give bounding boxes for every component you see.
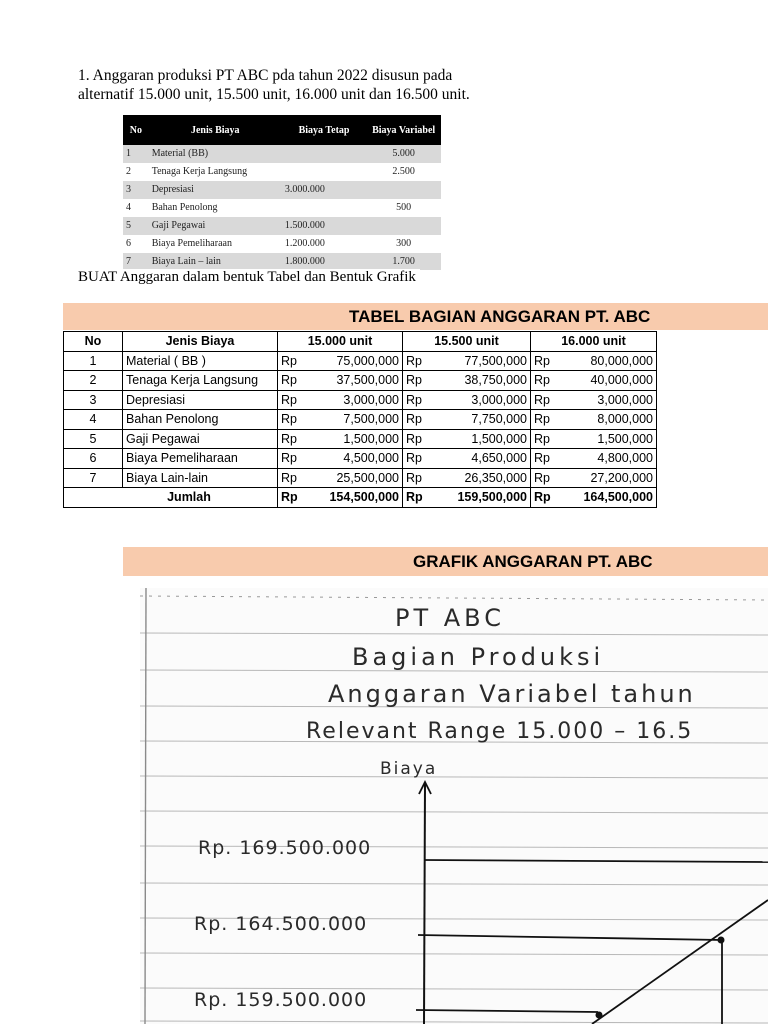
row-value: 80,000,000: [557, 351, 657, 371]
hw-department: Bagian Produksi: [352, 643, 605, 671]
header-15500: 15.500 unit: [403, 332, 531, 352]
problem-line-1: 1. Anggaran produksi PT ABC pda tahun 2022 disusun pada: [78, 67, 453, 84]
row-value: 4,650,000: [429, 449, 531, 469]
currency: Rp: [278, 488, 305, 508]
row-cost-type: Biaya Pemeliharaan: [123, 449, 278, 469]
src-cell: 1: [123, 145, 149, 163]
header-16000: 16.000 unit: [531, 332, 657, 352]
row-value: 37,500,000: [304, 371, 403, 391]
currency: Rp: [531, 410, 558, 430]
header-15000: 15.000 unit: [278, 332, 403, 352]
graph-paper-svg: [140, 588, 768, 1024]
hw-point: [596, 1012, 603, 1019]
problem-line-2: alternatif 15.000 unit, 15.500 unit, 16.000 unit dan 16.500 unit.: [78, 86, 470, 103]
source-cost-table: [123, 115, 441, 270]
src-cell: 300: [396, 238, 412, 249]
row-value: 26,350,000: [429, 468, 531, 488]
currency: Rp: [403, 429, 430, 449]
row-cost-type: Material ( BB ): [123, 351, 278, 371]
total-16000: 164,500,000: [557, 488, 657, 508]
hw-company: PT ABC: [395, 604, 505, 632]
src-cell: Biaya Lain – lain: [149, 253, 282, 270]
row-cost-type: Gaji Pegawai: [123, 429, 278, 449]
hw-y-label-1: Rp. 169.500.000: [198, 837, 372, 859]
row-no: 5: [64, 429, 123, 449]
src-cell: 1.200.000: [284, 238, 325, 249]
row-cost-type: Bahan Penolong: [123, 410, 278, 430]
src-cell: 4: [126, 202, 131, 213]
table-row: [64, 468, 657, 488]
src-row: [123, 199, 441, 217]
row-no: 2: [64, 371, 123, 391]
row-value: 7,750,000: [429, 410, 531, 430]
hw-axis-label: Biaya: [380, 759, 438, 779]
src-cell: [366, 181, 441, 199]
hw-y-axis: [424, 783, 425, 1024]
currency: Rp: [403, 468, 430, 488]
currency: Rp: [403, 351, 430, 371]
src-row: [123, 235, 441, 253]
src-row: [123, 253, 441, 270]
src-cell: [282, 145, 366, 163]
currency: Rp: [403, 371, 430, 391]
hw-cost-line: [592, 900, 768, 1024]
src-row: [123, 145, 441, 163]
src-cell: [282, 163, 366, 181]
currency: Rp: [531, 429, 558, 449]
currency: Rp: [531, 449, 558, 469]
currency: Rp: [278, 371, 305, 391]
src-cell: 3: [123, 181, 149, 199]
budget-header-row: [64, 332, 657, 352]
hw-y-label-2: Rp. 164.500.000: [194, 913, 368, 935]
src-cell: Biaya Pemeliharaan: [151, 238, 232, 249]
row-value: 75,000,000: [304, 351, 403, 371]
currency: Rp: [278, 390, 305, 410]
row-cost-type: Biaya Lain-lain: [123, 468, 278, 488]
src-row: [123, 217, 441, 235]
src-cell: 1.700: [366, 253, 441, 270]
currency: Rp: [278, 410, 305, 430]
row-value: 4,800,000: [557, 449, 657, 469]
currency: Rp: [278, 449, 305, 469]
header-no: No: [64, 332, 123, 352]
table-row: [64, 449, 657, 469]
currency: Rp: [278, 468, 305, 488]
currency: Rp: [403, 410, 430, 430]
row-cost-type: Depresiasi: [123, 390, 278, 410]
total-15500: 159,500,000: [429, 488, 531, 508]
row-value: 1,500,000: [429, 429, 531, 449]
table-row: [64, 410, 657, 430]
src-cell: Material (BB): [149, 145, 282, 163]
hw-level-line-2: [418, 935, 722, 940]
total-label: Jumlah: [64, 488, 278, 508]
row-value: 25,500,000: [304, 468, 403, 488]
row-no: 7: [64, 468, 123, 488]
budget-table: [63, 331, 657, 508]
row-value: 7,500,000: [304, 410, 403, 430]
src-cell: Gaji Pegawai: [149, 217, 282, 235]
row-value: 27,200,000: [557, 468, 657, 488]
currency: Rp: [278, 429, 305, 449]
row-value: 8,000,000: [557, 410, 657, 430]
src-cell: 500: [396, 202, 412, 213]
source-cost-table-wrapper: [123, 115, 441, 270]
currency: Rp: [403, 488, 430, 508]
row-no: 6: [64, 449, 123, 469]
hw-point: [718, 937, 725, 944]
hw-relevant-range: Relevant Range 15.000 – 16.5: [306, 719, 694, 744]
row-no: 1: [64, 351, 123, 371]
currency: Rp: [403, 390, 430, 410]
src-cell: 5: [123, 217, 149, 235]
graph-title: GRAFIK ANGGARAN PT. ABC: [413, 552, 653, 571]
table-row: [64, 429, 657, 449]
currency: Rp: [278, 351, 305, 371]
problem-statement: [78, 66, 518, 104]
table-row: [64, 351, 657, 371]
src-header-tetap: Biaya Tetap: [282, 115, 366, 145]
src-cell: 2: [126, 166, 131, 177]
row-value: 4,500,000: [304, 449, 403, 469]
currency: Rp: [531, 390, 558, 410]
src-cell: Tenaga Kerja Langsung: [151, 166, 248, 177]
src-cell: [366, 217, 441, 235]
row-value: 1,500,000: [557, 429, 657, 449]
currency: Rp: [531, 371, 558, 391]
budget-total-row: [64, 488, 657, 508]
row-value: 38,750,000: [429, 371, 531, 391]
row-value: 3,000,000: [429, 390, 531, 410]
row-value: 77,500,000: [429, 351, 531, 371]
src-row: [123, 181, 441, 199]
currency: Rp: [403, 449, 430, 469]
row-no: 4: [64, 410, 123, 430]
currency: Rp: [531, 488, 558, 508]
hw-level-line-3: [416, 1010, 598, 1012]
hw-y-label-3: Rp. 159.500.000: [194, 989, 368, 1011]
src-header-no: No: [123, 115, 149, 145]
hw-budget-title: Anggaran Variabel tahun: [328, 680, 696, 708]
currency: Rp: [531, 468, 558, 488]
table-row: [64, 371, 657, 391]
src-cell: 7: [123, 253, 149, 270]
row-value: 3,000,000: [557, 390, 657, 410]
handwritten-graph: [140, 588, 768, 1024]
src-cell: Bahan Penolong: [151, 202, 218, 213]
paper-margin-line: [145, 588, 146, 1024]
row-value: 3,000,000: [304, 390, 403, 410]
src-cell: 5.000: [366, 145, 441, 163]
src-cell: 1.800.000: [282, 253, 366, 270]
currency: Rp: [531, 351, 558, 371]
src-cell: [282, 199, 366, 217]
src-header-variabel: Biaya Variabel: [366, 115, 441, 145]
total-15000: 154,500,000: [304, 488, 403, 508]
paper-top-perforation: [140, 596, 768, 600]
table-title: TABEL BAGIAN ANGGARAN PT. ABC: [349, 307, 651, 326]
src-cell: 3.000.000: [282, 181, 366, 199]
row-no: 3: [64, 390, 123, 410]
graph-title-clip: [123, 547, 663, 576]
row-cost-type: Tenaga Kerja Langsung: [123, 371, 278, 391]
row-value: 40,000,000: [557, 371, 657, 391]
row-value: 1,500,000: [304, 429, 403, 449]
src-cell: Depresiasi: [149, 181, 282, 199]
src-row: [123, 163, 441, 181]
instruction-text: BUAT Anggaran dalam bentuk Tabel dan Bentuk Grafik: [78, 269, 420, 286]
hw-level-line-1: [424, 860, 768, 862]
src-cell: 2.500: [392, 166, 415, 177]
table-title-clip: [63, 303, 663, 330]
src-header-jenis: Jenis Biaya: [149, 115, 282, 145]
src-cell: 1.500.000: [282, 217, 366, 235]
table-row: [64, 390, 657, 410]
header-jenis-biaya: Jenis Biaya: [123, 332, 278, 352]
src-cell: 6: [126, 238, 131, 249]
